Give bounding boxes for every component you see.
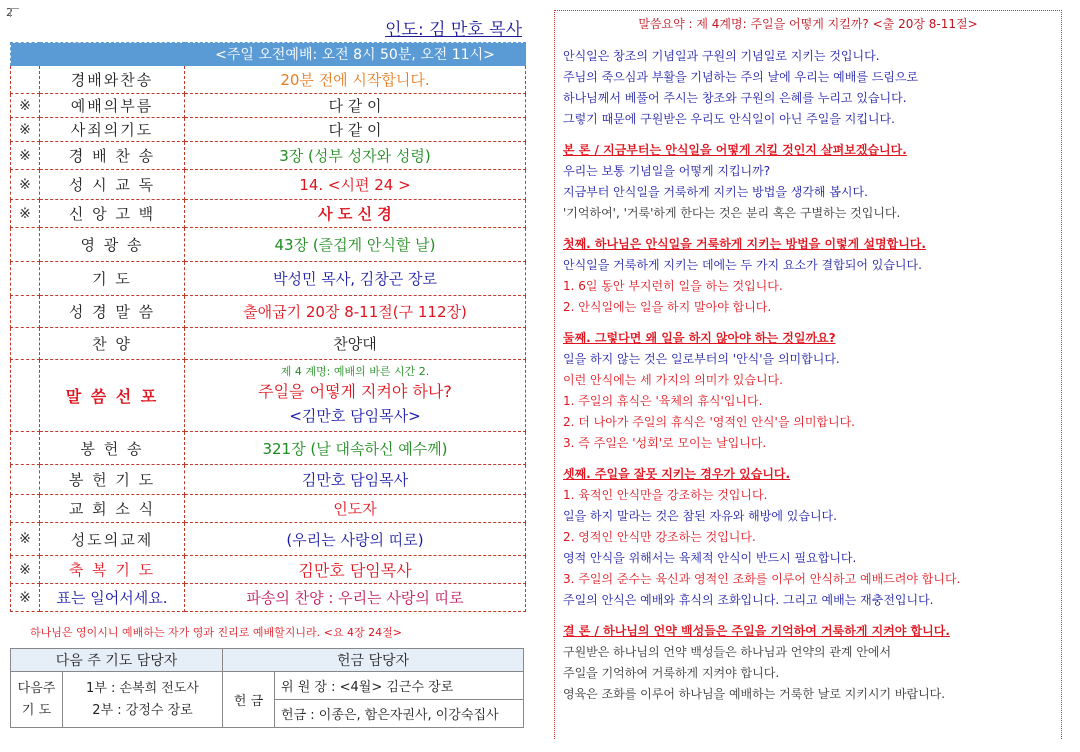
summary-line: 일을 하지 않는 것은 일로부터의 '안식'을 의미합니다. [563,352,840,366]
summary-line: 주일의 안식은 예배와 휴식의 조화입니다. 그리고 예배는 재충전입니다. [563,593,934,607]
summary-line: 안식일은 창조의 기념일과 구원의 기념일로 지키는 것입니다. [563,49,880,63]
worship-order-pane [10,18,526,612]
sermon-row [11,360,526,432]
prayer-first: 1부 : 손복희 전도사 [86,680,199,696]
summary-line: 이런 안식에는 세 가지의 의미가 있습니다. [563,373,783,387]
summary-line: 그렇기 때문에 구원받은 우리도 안식일이 아닌 주일을 지킵니다. [563,112,895,126]
order-row: 영 광 송 43장 (즐겁게 안식할 날) [11,228,526,262]
service-header-row [11,43,526,66]
sermon-label: 말 씀 선 포 [40,360,185,432]
summary-line: 지금부터 안식일을 거룩하게 지키는 방법을 생각해 봅시다. [563,185,868,199]
corner-mark [10,8,19,17]
summary-line: 3. 주일의 준수는 육신과 영적인 조화를 이루어 안식하고 예배드려야 합니다. [563,572,961,586]
order-row: 경배와찬송 20분 전에 시작합니다. [11,66,526,94]
sermon-title: 주일을 어떻게 지켜야 하나? [258,381,452,401]
prayer-label: 다음주 기 도 [11,672,63,728]
committee-chair: 위 원 장 : <4월> 김근수 장로 [275,672,524,700]
summary-line: 3. 즉 주일은 '성회'로 모이는 날입니다. [563,436,767,450]
summary-line: 영육은 조화를 이루어 하나님을 예배하는 거룩한 날로 지키시기 바랍니다. [563,687,946,701]
summary-body [555,46,1061,705]
order-row: 봉 헌 송 321장 (날 대속하신 예수께) [11,432,526,465]
scripture-verse: 하나님은 영이시니 예배하는 자가 영과 진리로 예배할지니라. <요 4장 24절> [30,626,402,639]
summary-line: 1. 주일의 휴식은 '육체의 휴식'입니다. [563,394,763,408]
worship-order-table [10,42,526,612]
order-row: 기 도 박성민 목사, 김창곤 장로 [11,262,526,296]
prayer-assignees [63,672,223,728]
summary-line: 안식일을 거룩하게 지키는 데에는 두 가지 요소가 결합되어 있습니다. [563,258,922,272]
order-row: ※ 축 복 기 도 김만호 담임목사 [11,556,526,584]
summary-line: 영적 안식을 위해서는 육체적 안식이 반드시 필요합니다. [563,551,857,565]
order-row: ※ 경 배 찬 송 3장 (성부 성자와 성령) [11,142,526,170]
duty-header-row [11,649,524,672]
offering-members: 헌금 : 이종은, 함은자권사, 이강숙집사 [275,700,524,728]
order-row: ※ 사죄의기도 다 같 이 [11,118,526,142]
order-row: 교 회 소 식 인도자 [11,495,526,523]
duty-table [10,648,524,728]
offering-label: 헌 금 [223,672,275,728]
summary-line: 1. 6일 동안 부지런히 일을 하는 것입니다. [563,279,783,293]
summary-line: 주일을 기억하여 거룩하게 지켜야 합니다. [563,666,780,680]
section-heading: 본 론 / 지금부터는 안식일을 어떻게 지킬 것인지 살펴보겠습니다. [563,143,907,157]
summary-line: '기억하여', '거룩'하게 한다는 것은 분리 혹은 구별하는 것입니다. [563,206,901,220]
summary-line: 구원받은 하나님의 언약 백성들은 하나님과 언약의 관계 안에서 [563,645,892,659]
section-heading: 첫째. 하나님은 안식일을 거룩하게 지키는 방법을 이렇게 설명합니다. [563,237,926,251]
section-heading: 셋째. 주일을 잘못 지키는 경우가 있습니다. [563,467,791,481]
order-row: 찬 양 찬양대 [11,328,526,360]
section-heading: 결 론 / 하나님의 언약 백성들은 주일을 기억하여 거룩하게 지켜야 합니다. [563,624,950,638]
offering-duty-header: 헌금 담당자 [223,649,524,672]
page-number: 2 [6,6,13,19]
order-row: ※ 성도의교제 (우리는 사랑의 띠로) [11,523,526,556]
sermon-cell [185,360,526,432]
prayer-duty-header: 다음 주 기도 담당자 [11,649,223,672]
summary-line: 주님의 죽으심과 부활을 기념하는 주의 날에 우리는 예배를 드림으로 [563,70,919,84]
service-time: <주일 오전예배: 오전 8시 50분, 오전 11시> [185,43,526,66]
officiant-label: 인도: 김 만호 목사 [385,20,522,40]
order-row: ※ 성 시 교 독 14. <시편 24 > [11,170,526,200]
summary-line: 하나님께서 베풀어 주시는 창조와 구원의 은혜를 누리고 있습니다. [563,91,907,105]
summary-line: 2. 안식일에는 일을 하지 말아야 합니다. [563,300,772,314]
summary-line: 1. 육적인 안식만을 강조하는 것입니다. [563,488,768,502]
summary-title: 말씀요약 : 제 4계명: 주일을 어떻게 지킬까? <출 20장 8-11절> [638,17,978,31]
sermon-pastor: <김만호 담임목사> [289,406,421,425]
sermon-summary-pane [554,10,1062,739]
section-heading: 둘째. 그렇다면 왜 일을 하지 않아야 하는 것일까요? [563,331,836,345]
order-row: ※ 예배의부름 다 같 이 [11,94,526,118]
sermon-series: 제 4 계명: 예배의 바른 시간 2. [280,364,430,378]
order-row: 성 경 말 씀 출애굽기 20장 8-11절(구 112장) [11,296,526,328]
summary-line: 일을 하지 말라는 것은 참된 자유와 해방에 있습니다. [563,509,837,523]
order-row: ※ 표는 일어서세요. 파송의 찬양 : 우리는 사랑의 띠로 [11,584,526,612]
order-row: ※ 신 앙 고 백 사 도 신 경 [11,200,526,228]
summary-line: 2. 영적인 안식만 강조하는 것입니다. [563,530,756,544]
order-row: 봉 헌 기 도 김만호 담임목사 [11,465,526,495]
prayer-second: 2부 : 강정수 장로 [92,702,193,718]
summary-line: 우리는 보통 기념일을 어떻게 지킵니까? [563,164,771,178]
summary-line: 2. 더 나아가 주일의 휴식은 '영적인 안식'을 의미합니다. [563,415,855,429]
